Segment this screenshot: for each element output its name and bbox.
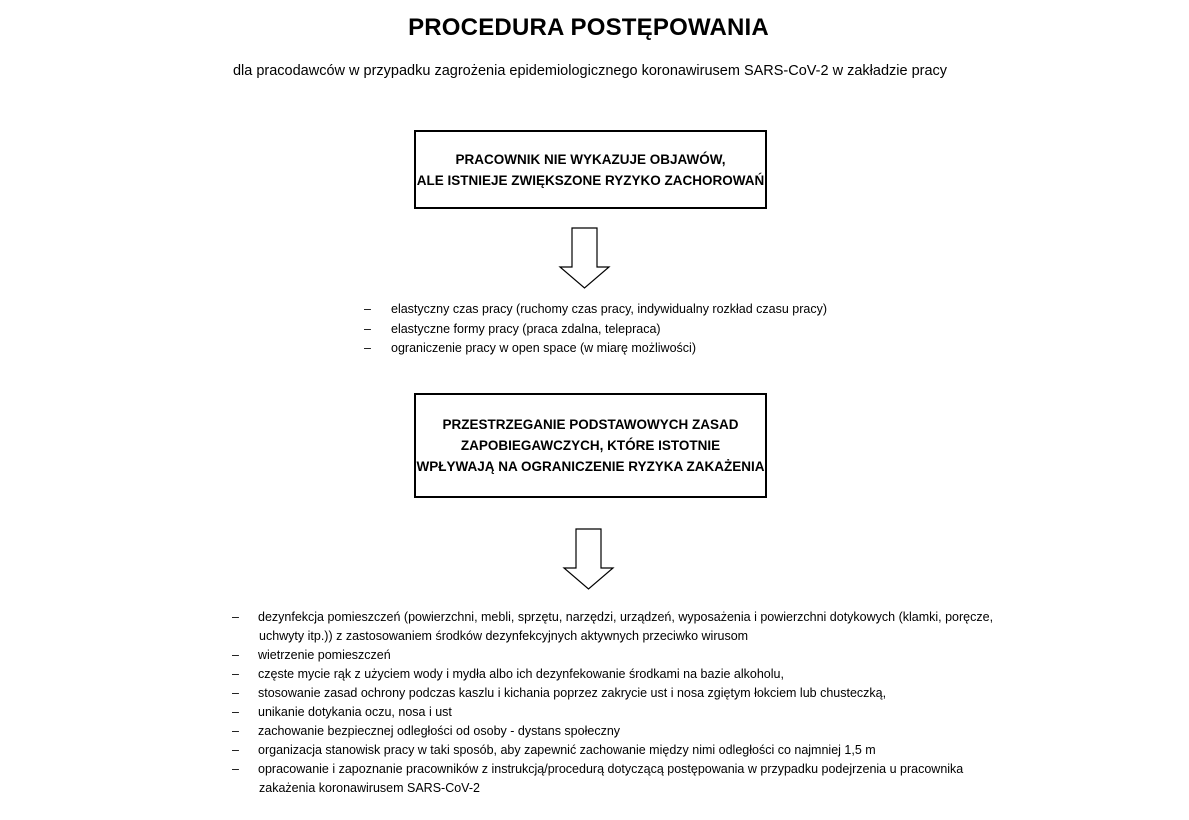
list-item-text: organizacja stanowisk pracy w taki sposób, aby zapewnić zachowanie między nimi odległości co najmniej 1,5 m (258, 743, 876, 757)
list-item (232, 665, 1032, 684)
list-dash: – (232, 686, 239, 700)
box-prevention-rules-line: PRZESTRZEGANIE PODSTAWOWYCH ZASAD (442, 417, 739, 432)
list-dash: – (364, 302, 371, 316)
list-item (232, 646, 1032, 665)
box-no-symptoms-line: PRACOWNIK NIE WYKAZUJE OBJAWÓW, (455, 151, 726, 167)
page-subtitle: dla pracodawców w przypadku zagrożenia epidemiologicznego koronawirusem SARS-CoV-2 w zakładzie pracy (232, 63, 948, 79)
list-item-text: unikanie dotykania oczu, nosa i ust (258, 705, 452, 719)
list-dash: – (364, 341, 371, 355)
list-item-text: opracowanie i zapoznanie pracowników z instrukcją/procedurą dotyczącą postępowania w przypadku podejrzenia u pracownika (258, 762, 964, 776)
list-item-text: stosowanie zasad ochrony podczas kaszlu i kichania poprzez zakrycie ust i nosa zgiętym łokciem lub chusteczką, (258, 686, 887, 700)
prevention-measures-list (232, 608, 1032, 798)
box-prevention-rules (414, 393, 767, 498)
list-item (232, 608, 1032, 646)
down-arrow-icon (558, 227, 612, 289)
box-no-symptoms (414, 130, 767, 209)
list-item-text: ograniczenie pracy w open space (w miarę możliwości) (391, 341, 696, 355)
box-prevention-rules-line: ZAPOBIEGAWCZYCH, KTÓRE ISTOTNIE (460, 438, 721, 453)
down-arrow-icon (562, 528, 616, 590)
list-dash: – (232, 743, 239, 757)
list-dash: – (232, 648, 239, 662)
list-item-text: elastyczne formy pracy (praca zdalna, telepraca) (391, 321, 661, 336)
box-no-symptoms-line: ALE ISTNIEJE ZWIĘKSZONE RYZYKO ZACHOROWAŃ (416, 172, 765, 188)
list-dash: – (364, 321, 371, 336)
flexible-work-list (364, 300, 1064, 359)
list-item (232, 760, 1032, 798)
list-item (232, 722, 1032, 741)
list-dash: – (232, 667, 239, 681)
list-item (232, 703, 1032, 722)
list-item-text: dezynfekcja pomieszczeń (powierzchni, mebli, sprzętu, narzędzi, urządzeń, wyposażenia i powierzchni dotykowych (klamki, poręcze, (258, 610, 994, 624)
list-item (364, 320, 1064, 340)
list-item (232, 741, 1032, 760)
list-dash: – (232, 762, 239, 776)
list-dash: – (232, 705, 239, 719)
list-item-text: wietrzenie pomieszczeń (258, 648, 391, 662)
list-dash: – (232, 610, 239, 624)
list-item (232, 684, 1032, 703)
list-item (364, 300, 1064, 320)
list-item (364, 339, 1064, 359)
box-prevention-rules-line: WPŁYWAJĄ NA OGRANICZENIE RYZYKA ZAKAŻENIA (416, 459, 765, 474)
list-item-text-continued: zakażenia koronawirusem SARS-CoV-2 (259, 781, 480, 795)
page-title: PROCEDURA POSTĘPOWANIA (408, 14, 769, 41)
list-item-text: zachowanie bezpiecznej odległości od osoby - dystans społeczny (258, 724, 621, 738)
list-item-text-continued: uchwyty itp.)) z zastosowaniem środków dezynfekcyjnych aktywnych przeciwko wirusom (259, 629, 749, 643)
list-item-text: częste mycie rąk z użyciem wody i mydła albo ich dezynfekowanie środkami na bazie alkoholu, (258, 667, 784, 681)
box-no-symptoms-text (417, 149, 765, 191)
box-prevention-rules-text (416, 414, 764, 477)
list-dash: – (232, 724, 239, 738)
list-item-text: elastyczny czas pracy (ruchomy czas pracy, indywidualny rozkład czasu pracy) (391, 302, 828, 316)
